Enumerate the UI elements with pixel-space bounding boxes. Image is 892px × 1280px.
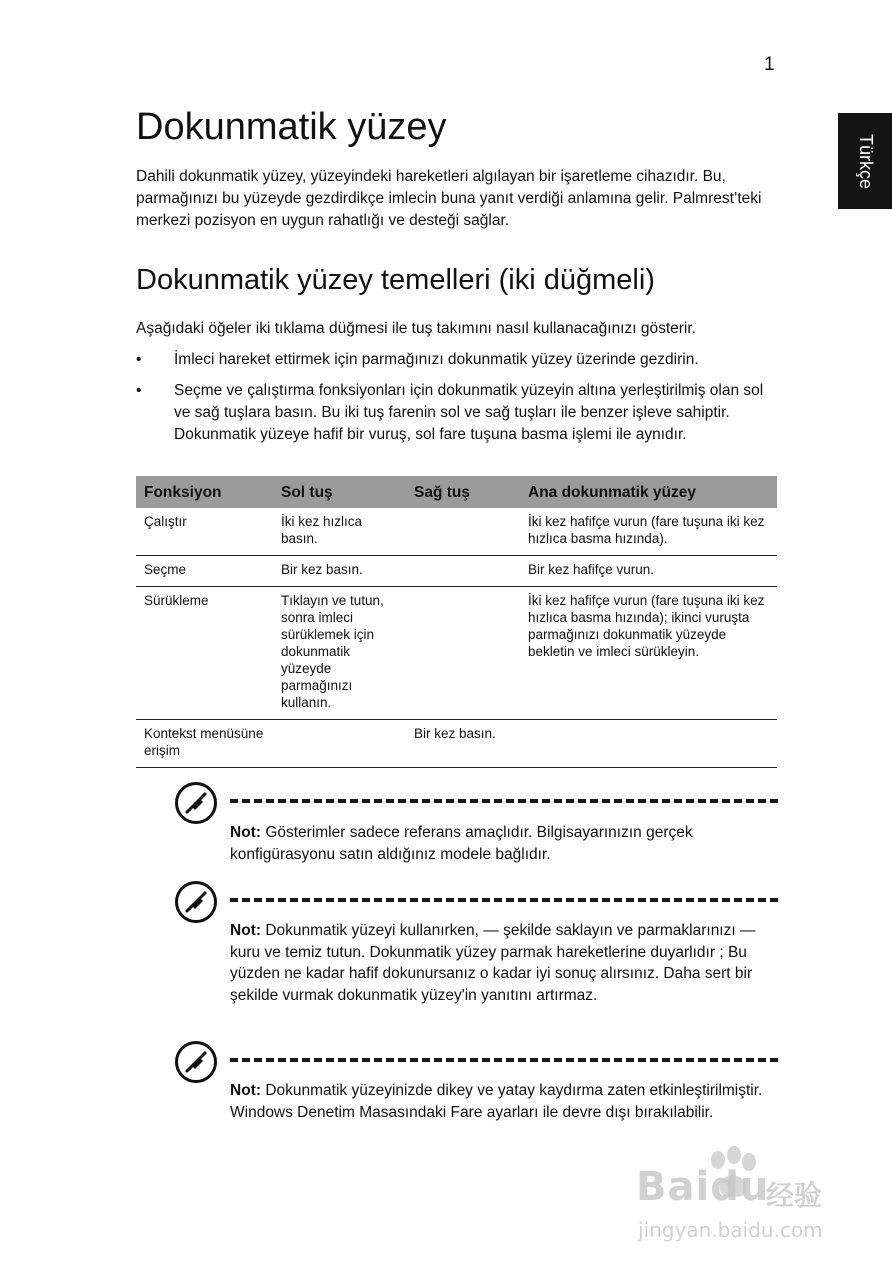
page-title: Dokunmatik yüzey bbox=[136, 106, 447, 148]
table-cell: İki kez hafifçe vurun (fare tuşuna iki kez hızlıca basma hızında); ikinci vuruşta parmağınızı dokunmatik yüzeyde bekletin ve imleci sürükleyin. bbox=[520, 587, 777, 720]
dashed-divider bbox=[230, 898, 778, 902]
column-header-main-touchpad: Ana dokunmatik yüzey bbox=[520, 476, 777, 508]
baidu-watermark bbox=[636, 1146, 846, 1246]
note-text bbox=[230, 822, 778, 865]
watermark-brand: Baidu bbox=[636, 1164, 770, 1210]
table-cell: Sürükleme bbox=[136, 587, 273, 720]
list-item-text: İmleci hareket ettirmek için parmağınızı dokunmatik yüzey üzerinde gezdirin. bbox=[174, 351, 699, 368]
table-cell: Bir kez basın. bbox=[406, 720, 520, 768]
dashed-divider bbox=[230, 1058, 778, 1062]
note-pen-icon bbox=[174, 880, 218, 924]
table-row bbox=[136, 508, 777, 556]
list-item bbox=[136, 380, 776, 446]
table-cell: Bir kez basın. bbox=[273, 556, 406, 587]
table-cell bbox=[273, 720, 406, 768]
column-header-function: Fonksiyon bbox=[136, 476, 273, 508]
note-block bbox=[174, 880, 778, 1030]
note-text bbox=[230, 920, 778, 1006]
note-body: Gösterimler sadece referans amaçlıdır. Bilgisayarınızın gerçek konfigürasyonu satın aldığınız modele bağlıdır. bbox=[230, 824, 693, 863]
intro-paragraph: Dahili dokunmatik yüzey, yüzeyindeki hareketleri algılayan bir işaretleme cihazıdır. Bu, parmağınızı bu yüzeyde gezdirdikçe imlecin buna yanıt verdiği anlamına gelir. Palmrest’teki merkezi pozisyon en uygun rahatlığı ve desteği sağlar. bbox=[136, 168, 762, 229]
note-label: Not: bbox=[230, 1082, 261, 1099]
table-cell bbox=[406, 556, 520, 587]
dashed-divider bbox=[230, 799, 778, 803]
function-table bbox=[136, 476, 777, 768]
table-cell: Tıklayın ve tutun, sonra imleci sürüklemek için dokunmatik yüzeyde parmağınızı kullanın. bbox=[273, 587, 406, 720]
watermark-url: jingyan.baidu.com bbox=[638, 1218, 823, 1242]
table-cell: Çalıştır bbox=[136, 508, 273, 556]
table-row bbox=[136, 720, 777, 768]
note-label: Not: bbox=[230, 824, 261, 841]
note-text bbox=[230, 1080, 778, 1123]
table-header-row bbox=[136, 476, 777, 508]
bullet-list bbox=[136, 349, 776, 455]
list-item-text: Seçme ve çalıştırma fonksiyonları için dokunmatik yüzeyin altına yerleştirilmiş olan sol ve sağ tuşlara basın. Bu iki tuş farenin sol ve sağ tuşları ile benzer işleve sahiptir. Dokunmatik yüzeye hafif bir vuruş, sol fare tuşuna basma işlemi ile aynıdır. bbox=[174, 382, 764, 443]
watermark-brand-cn: 经验 bbox=[766, 1179, 823, 1212]
language-tab-label: Türkçe bbox=[855, 133, 876, 189]
note-block bbox=[174, 781, 778, 871]
bullet-symbol: • bbox=[136, 351, 142, 368]
table-cell bbox=[520, 720, 777, 768]
column-header-right-button: Sağ tuş bbox=[406, 476, 520, 508]
note-block bbox=[174, 1040, 778, 1150]
note-pen-icon bbox=[174, 781, 218, 825]
table-cell bbox=[406, 508, 520, 556]
section-title: Dokunmatik yüzey temelleri (iki düğmeli) bbox=[136, 264, 655, 296]
note-pen-icon bbox=[174, 1040, 218, 1084]
note-body: Dokunmatik yüzeyinizde dikey ve yatay kaydırma zaten etkinleştirilmiştir. Windows Denetim Masasındaki Fare ayarları ile devre dışı bırakılabilir. bbox=[230, 1082, 763, 1121]
bullet-symbol: • bbox=[136, 382, 142, 399]
table-cell: Bir kez hafifçe vurun. bbox=[520, 556, 777, 587]
lead-paragraph: Aşağıdaki öğeler iki tıklama düğmesi ile tuş takımını nasıl kullanacağınızı gösterir. bbox=[136, 320, 696, 337]
table-row bbox=[136, 556, 777, 587]
table-cell bbox=[406, 587, 520, 720]
table-cell: Kontekst menüsüne erişim bbox=[136, 720, 273, 768]
column-header-left-button: Sol tuş bbox=[273, 476, 406, 508]
table-cell: İki kez hızlıca basın. bbox=[273, 508, 406, 556]
table-cell: İki kez hafifçe vurun (fare tuşuna iki kez hızlıca basma hızında). bbox=[520, 508, 777, 556]
list-item bbox=[136, 349, 776, 371]
language-tab bbox=[838, 113, 892, 209]
page-number: 1 bbox=[764, 54, 775, 75]
note-label: Not: bbox=[230, 922, 261, 939]
table-cell: Seçme bbox=[136, 556, 273, 587]
table-row bbox=[136, 587, 777, 720]
note-body: Dokunmatik yüzeyi kullanırken, — şekilde saklayın ve parmaklarınızı — kuru ve temiz tutun. Dokunmatik yüzey parmak hareketlerine duyarlıdır ; Bu yüzden ne kadar hafif dokunursanız o kadar iyi sonuç alırsınız. Daha sert bir şekilde vurmak dokunmatik yüzey'in yanıtını artırmaz. bbox=[230, 922, 756, 1004]
